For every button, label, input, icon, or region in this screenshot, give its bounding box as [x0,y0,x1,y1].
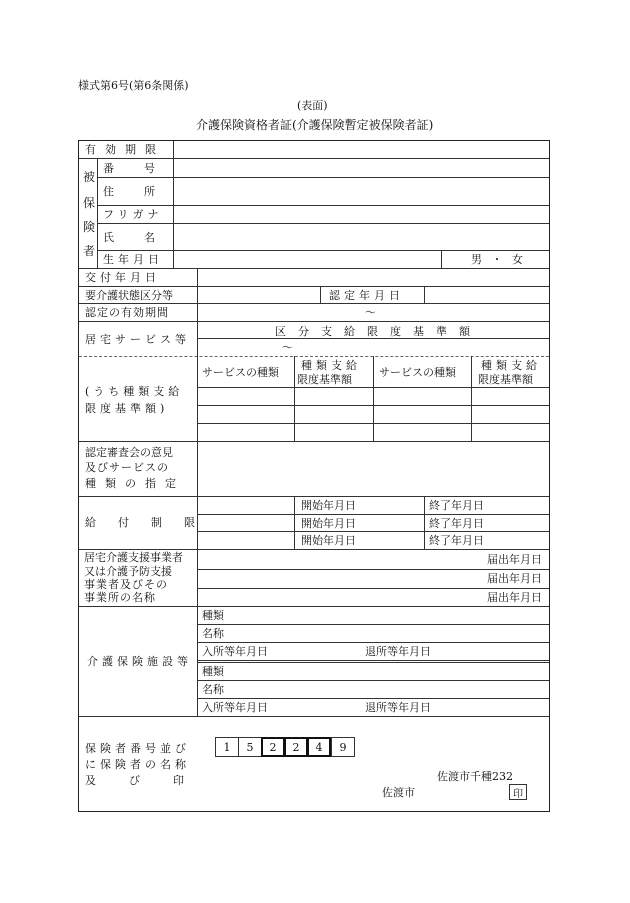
seal-mark: 印 [509,784,527,800]
insurer-digit-5: 4 [307,737,331,757]
cert-date-label: 認定年月日 [329,289,404,302]
opinion-label-1: 認定審査会の意見 [85,446,173,459]
provider-label-4: 事業所の名称 [84,591,156,604]
report-date-1: 届出年月日 [487,553,542,566]
form-number: 様式第6号(第6条関係) [78,79,189,92]
opinion-label-2: 及びサービスの [85,461,169,474]
insured-char-2: 保 [83,196,96,210]
care-level-label: 要介護状態区分等 [85,289,173,302]
insurer-digit-6: 9 [331,737,355,757]
birthdate-label: 生年月日 [103,253,163,266]
type-limit-col-1a: 種類支給 [301,359,361,372]
insurer-digit-1: 1 [215,737,239,757]
provider-label-3: 事業者及びその [84,578,168,591]
start-date-2: 開始年月日 [301,517,356,530]
benefit-restriction-label: 給付制限 [85,516,217,529]
provider-label-1: 居宅介護支援事業者 [84,551,183,564]
insured-char-1: 被 [83,170,96,184]
facility-name-1: 名称 [202,627,224,640]
insured-char-3: 険 [83,220,96,234]
type-limit-col-2a: 種類支給 [481,359,541,372]
certificate-form [78,140,550,812]
facility-name-2: 名称 [202,683,224,696]
discharge-date-2: 退所等年月日 [365,701,431,714]
page-title: 介護保険資格者証(介護保険暫定被保険者証) [196,118,434,132]
service-type-col-2: サービスの種類 [379,366,456,379]
validity-label: 有効期限 [85,143,165,156]
insurer-digit-2: 5 [238,737,262,757]
issue-date-label: 交付年月日 [85,271,160,284]
number-label: 番号 [103,162,185,175]
facility-kind-1: 種類 [202,609,224,622]
report-date-2: 届出年月日 [487,572,542,585]
home-service-label: 居宅サービス等 [85,333,190,346]
insurer-label-3: 及び印 [85,774,217,787]
admit-date-1: 入所等年月日 [202,645,268,658]
insured-char-4: 者 [83,244,96,258]
service-type-col-1: サービスの種類 [202,366,279,379]
insurer-name: 佐渡市 [382,786,415,799]
type-limit-col-2b: 限度基準額 [478,373,533,386]
end-date-2: 終了年月日 [429,517,484,530]
gender-options: 男 ・ 女 [471,253,526,266]
cert-period-tilde: 〜 [365,306,376,319]
provider-label-2: 又は介護予防支援 [84,565,172,578]
insurer-label-2: に保険者の名称 [85,758,190,771]
insurer-address: 佐渡市千種232 [437,770,513,783]
side-label: (表面) [297,99,328,112]
start-date-3: 開始年月日 [301,534,356,547]
start-date-1: 開始年月日 [301,499,356,512]
name-label: 氏名 [103,231,185,244]
report-date-3: 届出年月日 [487,591,542,604]
insurer-digit-4: 2 [284,737,308,757]
type-limit-label-1: (うち種類支給 [85,385,184,398]
end-date-3: 終了年月日 [429,534,484,547]
furigana-label: フリガナ [103,208,163,221]
address-label: 住所 [103,185,185,198]
insurer-label-1: 保険者番号並び [85,742,190,755]
type-limit-col-1b: 限度基準額 [297,373,352,386]
facility-label: 介護保険施設等 [87,655,192,668]
limit-amount-tilde: 〜 [282,341,293,354]
discharge-date-1: 退所等年月日 [365,645,431,658]
opinion-label-3: 種類の指定 [85,477,185,490]
limit-amount-label: 区分支給限度基準額 [275,325,482,338]
cert-period-label: 認定の有効期間 [85,306,169,319]
end-date-1: 終了年月日 [429,499,484,512]
admit-date-2: 入所等年月日 [202,701,268,714]
type-limit-label-2: 限度基準額) [85,402,169,415]
insurer-digit-3: 2 [261,737,285,757]
facility-kind-2: 種類 [202,665,224,678]
